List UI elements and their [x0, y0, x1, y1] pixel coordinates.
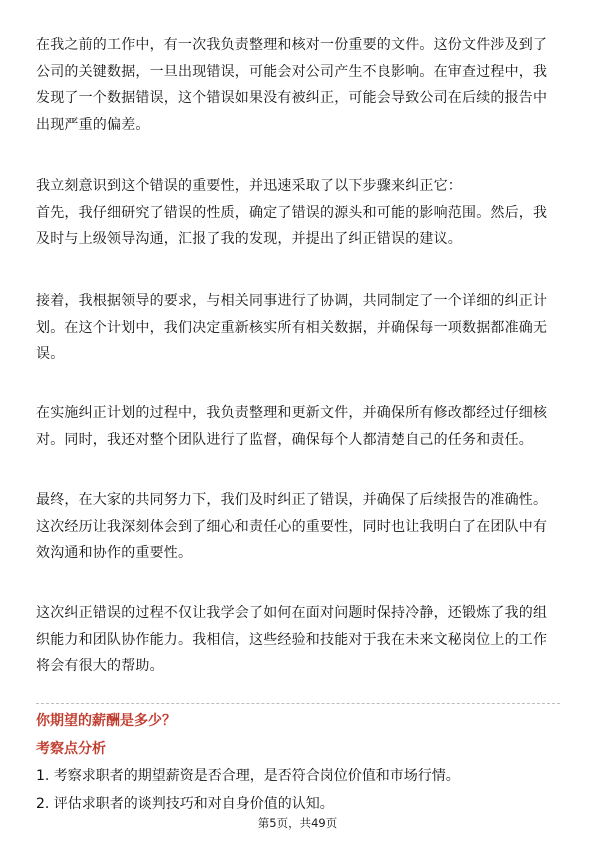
text-line: 公司的关键数据，一旦出现错误，可能会对公司产生不良影响。在审查过程中，我 [36, 63, 548, 80]
text-line: 首先，我仔细研究了错误的性质，确定了错误的源头和可能的影响范围。然后，我 [36, 204, 548, 221]
text-line: 及时与上级领导沟通，汇报了我的发现，并提出了纠正错误的建议。 [36, 231, 462, 247]
text-line: 这次经历让我深刻体会到了细心和责任心的重要性，同时也让我明白了在团队中有 [36, 518, 548, 535]
text-line: 我立刻意识到这个错误的重要性，并迅速采取了以下步骤来纠正它： [36, 178, 462, 194]
question-title: 你期望的薪酬是多少？ [36, 713, 176, 729]
text-line: 在实施纠正计划的过程中，我负责整理和更新文件，并确保所有修改都经过仔细核 [36, 405, 548, 421]
section-divider [36, 703, 560, 704]
analysis-heading: 考察点分析 [36, 741, 106, 757]
text-line: 划。在这个计划中，我们决定重新核实所有相关数据，并确保每一项数据都准确无 [36, 319, 548, 336]
text-line: 误。 [36, 346, 65, 362]
text-line: 发现了一个数据错误，这个错误如果没有被纠正，可能会导致公司在后续的报告中 [36, 90, 548, 106]
text-line: 接着，我根据领导的要求，与相关同事进行了协调，共同制定了一个详细的纠正计 [36, 293, 548, 309]
paragraph-3 [36, 288, 560, 368]
text-line: 在我之前的工作中，有一次我负责整理和核对一份重要的文件。这份文件涉及到了 [36, 37, 548, 53]
text-line: 出现严重的偏差。 [36, 116, 150, 133]
paragraph-4 [36, 400, 560, 453]
text-line: 这次纠正错误的过程不仅让我学会了如何在面对问题时保持冷静，还锻炼了我的组 [36, 605, 548, 621]
analysis-point-2: 2. 评估求职者的谈判技巧和对自身价值的认知。 [36, 796, 334, 812]
text-line: 效沟通和协作的重要性。 [36, 545, 193, 561]
text-line: 织能力和团队协作能力。我相信，这些经验和技能对于我在未来文秘岗位上的工作 [36, 631, 548, 648]
paragraph-6 [36, 600, 560, 680]
analysis-point-1: 1. 考察求职者的期望薪资是否合理，是否符合岗位价值和市场行情。 [36, 768, 460, 784]
text-line: 将会有很大的帮助。 [36, 658, 164, 674]
text-line: 最终，在大家的共同努力下，我们及时纠正了错误，并确保了后续报告的准确性。 [36, 492, 548, 508]
paragraph-5 [36, 487, 560, 567]
paragraph-1 [36, 32, 560, 138]
page-number: 第5页，共49页 [257, 816, 338, 830]
text-line: 对。同时，我还对整个团队进行了监督，确保每个人都清楚自己的任务和责任。 [36, 431, 533, 448]
paragraph-2 [36, 173, 560, 253]
